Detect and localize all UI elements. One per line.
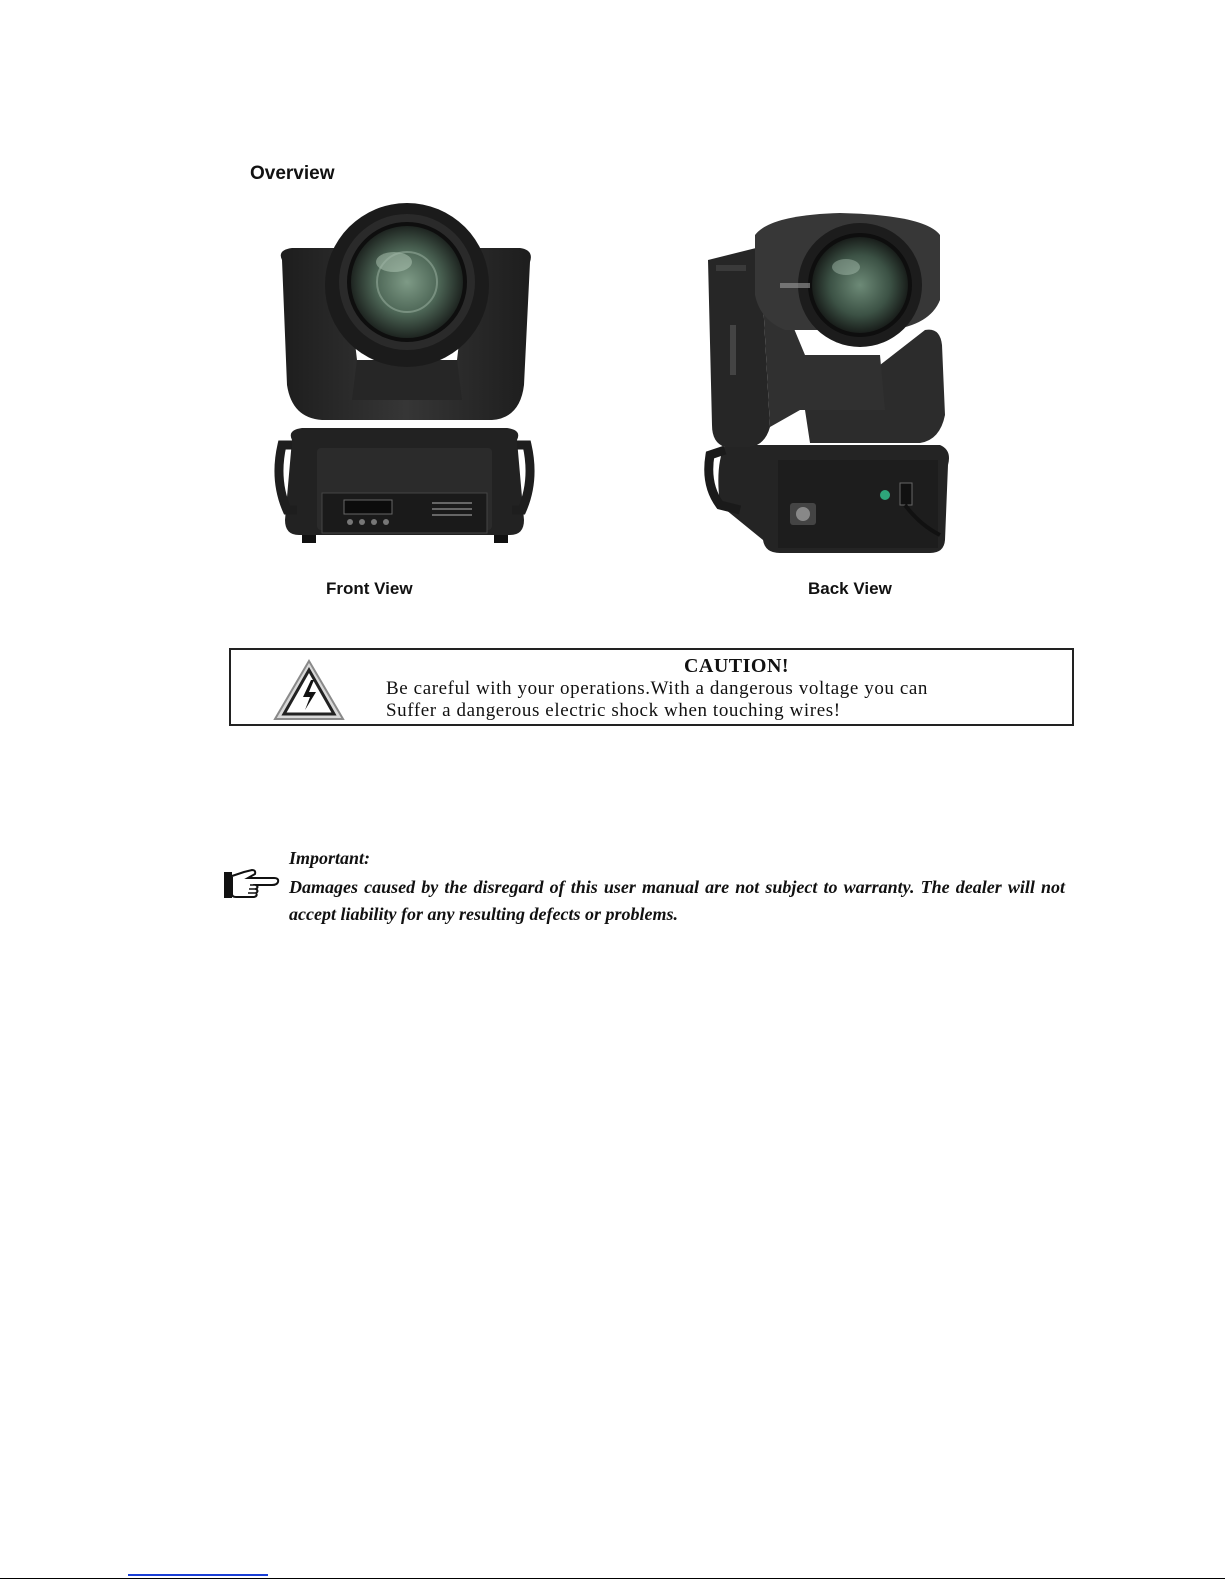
caution-box xyxy=(229,648,1074,726)
front-view-photo xyxy=(262,190,547,560)
front-view-caption: Front View xyxy=(326,579,413,598)
back-view-photo xyxy=(690,205,990,560)
important-label: Important: xyxy=(289,848,371,868)
footer-link-underline xyxy=(128,1574,268,1576)
caution-title: CAUTION! xyxy=(683,655,790,677)
caution-text-line-2: Suffer a dangerous electric shock when touching wires! xyxy=(386,700,841,721)
important-text: Damages caused by the disregard of this user manual are not subject to warranty. The dealer will not accept liability for any resulting defects or problems. xyxy=(289,877,1065,924)
footer-divider xyxy=(0,1578,1225,1579)
overview-heading: Overview xyxy=(250,163,335,184)
pointing-hand-icon xyxy=(222,866,280,902)
caution-text-line-1: Be careful with your operations.With a dangerous voltage you can xyxy=(386,678,929,699)
back-view-caption: Back View xyxy=(808,579,892,598)
